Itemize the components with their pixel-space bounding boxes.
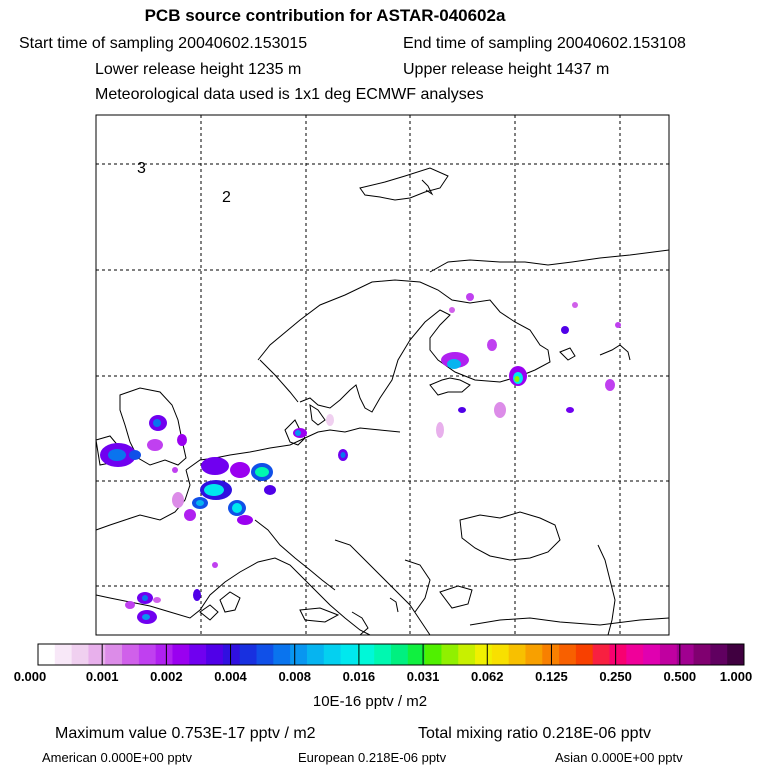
colorbar-swatch xyxy=(240,644,257,665)
start-time-label: Start time of sampling 20040602.153015 xyxy=(19,35,308,52)
legend-tick-label: 0.125 xyxy=(535,669,568,684)
asian-label: Asian 0.000E+00 pptv xyxy=(555,750,683,765)
colorbar-swatch xyxy=(324,644,341,665)
legend-tick-label: 0.062 xyxy=(470,669,504,684)
legend-tick-label: 1.000 xyxy=(719,669,753,684)
legend-tick-label: 0.001 xyxy=(85,669,119,684)
colorbar-swatch xyxy=(441,644,458,665)
colorbar-swatch xyxy=(88,644,105,665)
colorbar-swatch xyxy=(139,644,156,665)
colorbar-swatch xyxy=(257,644,274,665)
legend-tick-label: 0.016 xyxy=(342,669,376,684)
colorbar-swatch xyxy=(290,644,307,665)
colorbar-swatch xyxy=(156,644,173,665)
plot-title: PCB source contribution for ASTAR-040602a xyxy=(144,6,506,25)
colorbar-swatch xyxy=(643,644,660,665)
legend-colorbar xyxy=(38,644,745,665)
colorbar-swatch xyxy=(38,644,55,665)
european-label: European 0.218E-06 pptv xyxy=(298,750,447,765)
region-label-3: 3 xyxy=(137,160,146,177)
colorbar-swatch xyxy=(458,644,475,665)
colorbar-swatch xyxy=(710,644,727,665)
colorbar-swatch xyxy=(694,644,711,665)
colorbar-swatch xyxy=(391,644,408,665)
lower-release-label: Lower release height 1235 m xyxy=(95,61,302,78)
colorbar-swatch xyxy=(576,644,593,665)
end-time-label: End time of sampling 20040602.153108 xyxy=(403,35,686,52)
colorbar-swatch xyxy=(105,644,122,665)
max-value-label: Maximum value 0.753E-17 pptv / m2 xyxy=(55,725,316,742)
upper-release-label: Upper release height 1437 m xyxy=(403,61,610,78)
legend-tick-label: 0.008 xyxy=(278,669,311,684)
legend-tick-label: 0.500 xyxy=(663,669,697,684)
colorbar-swatch xyxy=(660,644,677,665)
colorbar-swatch xyxy=(223,644,240,665)
colorbar-swatch xyxy=(72,644,89,665)
colorbar-swatch xyxy=(341,644,358,665)
colorbar-swatch xyxy=(559,644,576,665)
colorbar-swatch xyxy=(425,644,442,665)
legend-units: 10E-16 pptv / m2 xyxy=(312,693,428,710)
legend-tick-label: 0.031 xyxy=(406,669,440,684)
region-label-2: 2 xyxy=(222,189,231,206)
legend-tick-label: 0.250 xyxy=(599,669,632,684)
colorbar-swatch xyxy=(475,644,492,665)
colorbar-swatch xyxy=(122,644,139,665)
colorbar-swatch xyxy=(593,644,610,665)
legend-tick-label: 0.004 xyxy=(214,669,247,684)
colorbar-swatch xyxy=(189,644,206,665)
legend-tick-label: 0.002 xyxy=(150,669,183,684)
colorbar-swatch xyxy=(492,644,509,665)
american-label: American 0.000E+00 pptv xyxy=(42,750,192,765)
colorbar-swatch xyxy=(357,644,374,665)
colorbar-swatch xyxy=(273,644,290,665)
colorbar-swatch xyxy=(610,644,627,665)
colorbar-swatch xyxy=(374,644,391,665)
total-mixing-label: Total mixing ratio 0.218E-06 pptv xyxy=(418,725,652,742)
colorbar-swatch xyxy=(542,644,559,665)
colorbar-swatch xyxy=(626,644,643,665)
colorbar-swatch xyxy=(408,644,425,665)
map-frame xyxy=(96,115,669,635)
colorbar-swatch xyxy=(727,644,744,665)
colorbar-swatch xyxy=(307,644,324,665)
legend-tick-label: 0.000 xyxy=(13,669,47,684)
met-data-label: Meteorological data used is 1x1 deg ECMWF analyses xyxy=(95,86,484,103)
colorbar-swatch xyxy=(509,644,526,665)
colorbar-swatch xyxy=(525,644,542,665)
colorbar-swatch xyxy=(55,644,72,665)
colorbar-swatch xyxy=(172,644,189,665)
colorbar-swatch xyxy=(206,644,223,665)
